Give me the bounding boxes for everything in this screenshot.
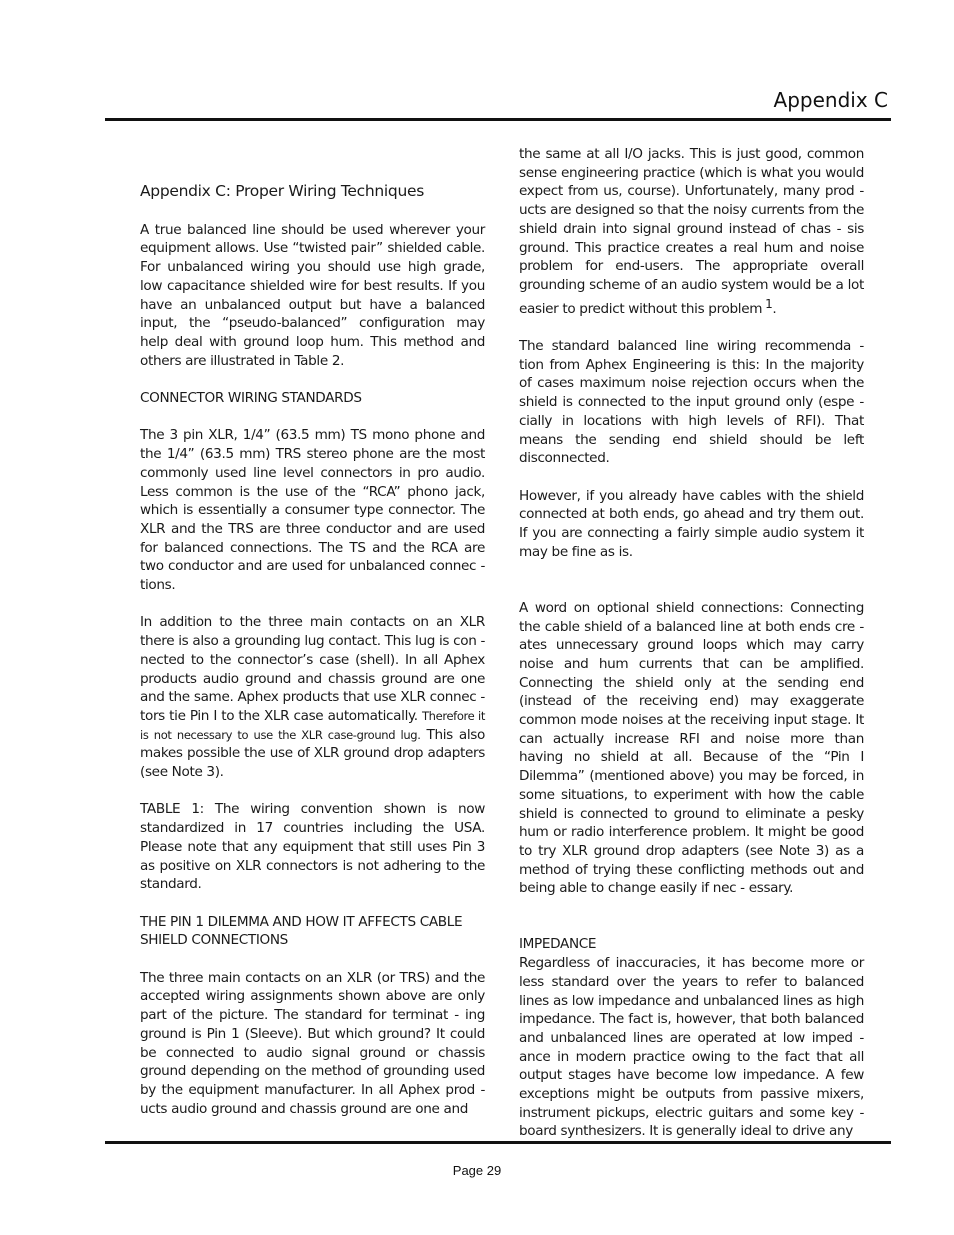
footer-rule bbox=[105, 1141, 891, 1144]
header-rule bbox=[105, 118, 891, 121]
right-column bbox=[519, 145, 864, 1141]
spacer bbox=[519, 917, 864, 936]
table1-paragraph: TABLE 1: The wiring convention shown is now standardized in 17 countries including the USA. Please note that any equipment that still uses Pin 3 as positive on XLR connectors is not adhering to the standard. bbox=[140, 801, 485, 893]
pin1-heading: THE PIN 1 DILEMMA AND HOW IT AFFECTS CABLE SHIELD CONNECTIONS bbox=[140, 913, 463, 949]
section-title: Appendix C: Proper Wiring Techniques bbox=[140, 182, 425, 200]
spacer bbox=[519, 580, 864, 599]
pin1-paragraph: The three main contacts on an XLR (or TRS) and the accepted wiring assignments shown above are only part of the picture. The standard for terminat - ing ground is Pin 1 (Sleeve). But which ground? It could be connected to audio signal ground or chassis ground depending on the method of grounding used by the equipment manufacturer. In all Aphex prod - ucts audio ground and chassis ground are one and bbox=[140, 969, 485, 1117]
page-number: Page 29 bbox=[452, 1163, 502, 1178]
continuation-paragraph: the same at all I/O jacks. This is just good, common sense engineering practice (which is what you would expect from us, course). Unfortunately, many prod - ucts are designed so that the noisy currents from the shield drain into signal ground instead of chas - sis ground. This practice creates a real hum and noise problem for end-users. The appropriate overall grounding scheme of an audio system would be a lot easier to predict without this problem $^1$. bbox=[519, 146, 864, 317]
grounding-paragraph bbox=[140, 613, 485, 781]
existing-cables-paragraph: However, if you already have cables with the shield connected at both ends, go ahead and try them out. If you are connecting a fairly simple audio system it may be fine as is. bbox=[519, 487, 864, 560]
left-column bbox=[140, 182, 485, 1118]
recommendation-paragraph: The standard balanced line wiring recommenda - tion from Aphex Engineering is this: In the majority of cases maximum noise rejection occurs when the shield is connected to the input ground only (espe - cially in locations with high levels of RFI). That means the sending end shield should be left disconnected. bbox=[519, 338, 864, 467]
grounding-small-note: Therefore it is not necessary to use the XLR case-ground lug. bbox=[140, 708, 485, 742]
grounding-text-b: This also makes possible the use of XLR ground drop adapters (see Note 3). bbox=[140, 726, 485, 781]
optional-shield-paragraph bbox=[519, 599, 864, 898]
optional-shield-lead: A word on optional shield connections: bbox=[519, 599, 784, 616]
continuation-text: the same at all I/O jacks. This is just good, common sense engineering practice (which is what you would expect from us, course). Unfortunately, many prod - ucts are designed so that the noisy currents from the shield drain into signal ground instead of chas - sis ground. This practice creates a real hum and noise problem for end-users. The appropriate overall grounding scheme of an audio system would be a lot easier to predict without this problem bbox=[519, 146, 864, 317]
connector-paragraph: The 3 pin XLR, 1/4” (63.5 mm) TS mono phone and the 1/4” (63.5 mm) TRS stereo phone are the most commonly used line level connectors in pro audio. Less common is the use of the “RCA” phono jack, which is essentially a consumer type connector. The XLR and the TRS are three conductor and are used for balanced connections. The TS and the RCA are two conductor and are used for unbalanced connec - tions. bbox=[140, 427, 485, 594]
grounding-text-a: In addition to the three main contacts on an XLR there is also a grounding lug contact. This lug is con - nected to the connector’s case (shell). In all Aphex products audio ground and chassis ground are one and the same. Aphex products that use XLR connec - tors tie Pin I to the XLR case automatically. bbox=[140, 614, 485, 724]
footnote-reference: 1 bbox=[765, 296, 773, 311]
intro-paragraph: A true balanced line should be used wherever your equipment allows. Use “twisted pair” shielded cable. For unbalanced wiring you should use high grade, low capacitance shielded wire for best results. If you have an unbalanced output but have a balanced input, the “pseudo-balanced” configuration may help deal with ground loop hum. This method and others are illustrated in Table 2. bbox=[140, 221, 485, 369]
optional-shield-text: Connecting the cable shield of a balanced line at both ends cre - ates unnecessary ground loops which may carry noise and hum currents that can be amplified. Connecting the shield only at the sending end (instead of the receiving end) may exaggerate common mode noises at the receiving input stage. It can actually increase RFI and noise more than having no shield at all. Because of the “Pin I Dilemma” (mentioned above) you may be forced, in some situations, to experiment with how the cable shield is connected to ground to eliminate a pesky hum or radio interference problem. It might be good to try XLR ground drop adapters (see Note 3) as a method of trying these conflicting methods out and being able to change easily if nec - essary. bbox=[519, 599, 864, 897]
impedance-paragraph: Regardless of inaccuracies, it has become more or less standard over the years to refer to balanced lines as low impedance and unbalanced lines as high impedance. The fact is, however, that both balanced and unbalanced lines are operated at low imped - ance in modern practice owing to the fact that all output stages have become low impedance. A few exceptions might be outputs from passive mixers, instrument pickups, electric guitars and some key - board synthesizers. It is generally ideal to drive any bbox=[519, 955, 864, 1140]
impedance-heading: IMPEDANCE bbox=[519, 936, 597, 953]
page-header-title: Appendix C bbox=[773, 88, 888, 112]
connector-heading: CONNECTOR WIRING STANDARDS bbox=[140, 390, 362, 407]
